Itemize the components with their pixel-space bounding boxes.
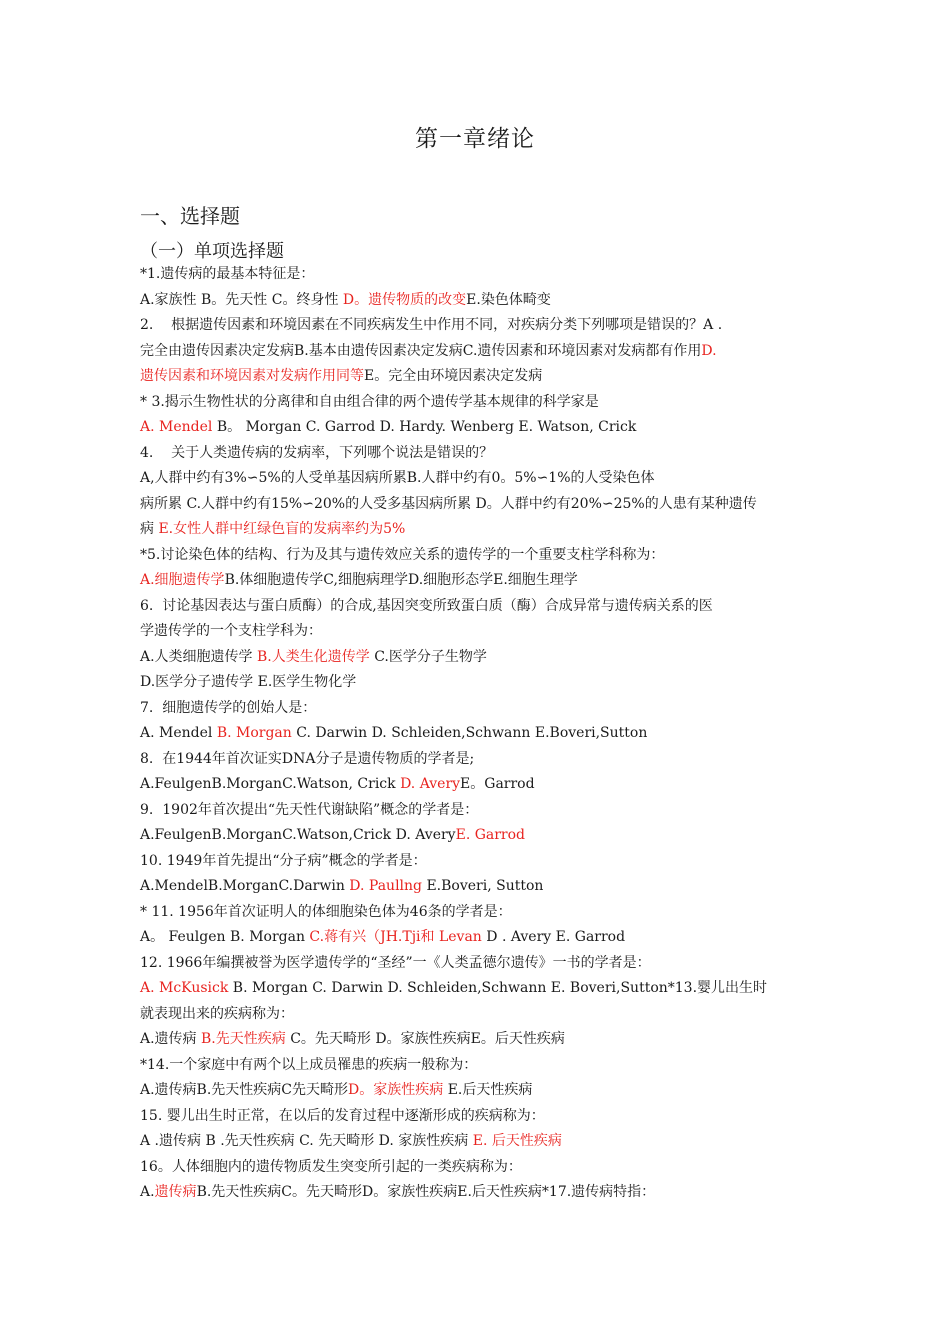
text-run: 完全由遗传因素决定发病B.基本由遗传因素决定发病C.遗传因素和环境因素对发病都有作用: [140, 342, 702, 359]
answer-highlight: D. Avery: [400, 776, 461, 792]
text-run: 6. 讨论基因表达与蛋白质酶）的合成,基因突变所致蛋白质（酶）合成异常与遗传病关系的医: [140, 597, 713, 614]
text-line: [140, 1002, 820, 1028]
text-run: A .遗传病 B .先天性疾病 C. 先天畸形 D. 家族性疾病: [140, 1133, 473, 1149]
text-line: [140, 339, 820, 365]
answer-highlight: E. 后天性疾病: [472, 1133, 562, 1149]
text-run: A.家族性 B。先天性 C。终身性: [140, 291, 343, 308]
text-run: D.医学分子遗传学 E.医学生物化学: [140, 674, 357, 690]
text-run: 9. 1902年首次提出“先天性代谢缺陷”概念的学者是：: [140, 801, 479, 818]
text-run: E.Boveri, Sutton: [422, 878, 544, 894]
answer-highlight: B.人类生化遗传学: [257, 648, 370, 665]
answer-highlight: D。遗传物质的改变: [342, 291, 467, 308]
answer-highlight: C.蒋有兴（JH.Tji和 Levan: [309, 929, 482, 945]
text-run: 就表现出来的疾病称为：: [140, 1005, 294, 1022]
text-line: [140, 466, 820, 492]
text-line: [140, 900, 820, 926]
text-run: C. Darwin D. Schleiden,Schwann E.Boveri,Sutton: [291, 725, 648, 741]
text-line: [140, 670, 820, 696]
text-line: [140, 390, 820, 416]
answer-highlight: D.: [701, 342, 717, 359]
text-run: 12. 1966年编撰被誉为医学遗传学的“圣经”一《人类孟德尔遗传》一书的学者是：: [140, 954, 651, 971]
text-line: [140, 696, 820, 722]
text-run: A.FeulgenB.MorganC.Watson, Crick: [140, 776, 401, 792]
text-line: [140, 1104, 820, 1130]
text-run: 4. 关于人类遗传病的发病率，下列哪个说法是错误的？: [140, 444, 494, 461]
text-run: A. Mendel: [140, 725, 217, 741]
text-run: * 3.揭示生物性状的分离律和自由组合律的两个遗传学基本规律的科学家是: [140, 393, 599, 410]
text-run: *1.遗传病的最基本特征是：: [140, 266, 315, 282]
text-line: [140, 262, 820, 288]
text-run: 病: [140, 521, 159, 537]
text-line: [140, 747, 820, 773]
text-run: * 11. 1956年首次证明人的体细胞染色体为46条的学者是：: [140, 903, 512, 920]
text-run: B。 Morgan C. Garrod D. Hardy. Wenberg E. Watson, Crick: [212, 419, 637, 435]
text-run: A.人类细胞遗传学: [140, 648, 258, 665]
text-run: A,人群中约有3%∽5%的人受单基因病所累B.人群中约有0。5%∽1%的人受染色体: [140, 470, 655, 486]
text-run: *5.讨论染色体的结构、行为及其与遗传效应关系的遗传学的一个重要支柱学科称为：: [140, 546, 665, 563]
subsection-heading: （一）单项选择题: [140, 241, 284, 262]
answer-highlight: E.女性人群中红绿色盲的发病率约为5%: [158, 521, 406, 537]
text-line: [140, 568, 820, 594]
text-line: [140, 1053, 820, 1079]
text-line: [140, 594, 820, 620]
text-run: A。 Feulgen B. Morgan: [140, 929, 310, 945]
text-run: *14.一个家庭中有两个以上成员罹患的疾病一般称为：: [140, 1056, 478, 1073]
text-run: A.MendelB.MorganC.Darwin: [140, 878, 350, 894]
answer-highlight: D. Paullng: [349, 878, 423, 894]
text-line: [140, 1129, 820, 1155]
text-run: E。完全由环境因素决定发病: [364, 368, 543, 384]
text-run: A.遗传病B.先天性疾病C先天畸形: [140, 1082, 349, 1098]
text-run: C.医学分子生物学: [369, 648, 487, 665]
text-line: [140, 925, 820, 951]
text-run: 2. 根据遗传因素和环境因素在不同疾病发生中作用不同，对疾病分类下列哪项是错误的？A .: [140, 317, 723, 333]
answer-highlight: E. Garrod: [455, 827, 526, 843]
chapter-title: 第一章绪论: [415, 126, 535, 152]
text-run: 8. 在1944年首次证实DNA分子是遗传物质的学者是;: [140, 750, 475, 767]
text-line: [140, 721, 820, 747]
text-line: [140, 976, 820, 1002]
text-run: A.遗传病: [140, 1031, 202, 1047]
answer-highlight: D。家族性疾病: [348, 1082, 444, 1098]
text-line: [140, 874, 820, 900]
question-list: [140, 262, 820, 1206]
text-run: 学遗传学的一个支柱学科为：: [140, 623, 322, 639]
text-run: C。先天畸形 D。家族性疾病E。后天性疾病: [285, 1031, 565, 1047]
answer-highlight: 遗传病: [154, 1184, 197, 1200]
text-line: [140, 1180, 820, 1206]
answer-highlight: A.细胞遗传学: [140, 572, 225, 588]
text-line: [140, 798, 820, 824]
text-run: A.FeulgenB.MorganC.Watson,Crick D. Avery: [140, 827, 456, 843]
text-line: [140, 415, 820, 441]
answer-highlight: B.先天性疾病: [201, 1031, 286, 1047]
text-run: A.: [140, 1184, 155, 1200]
text-line: [140, 517, 820, 543]
answer-highlight: 遗传因素和环境因素对发病作用同等: [140, 368, 364, 384]
text-line: [140, 364, 820, 390]
text-line: [140, 288, 820, 314]
text-line: [140, 823, 820, 849]
text-run: E.染色体畸变: [466, 291, 551, 308]
text-run: 7. 细胞遗传学的创始人是：: [140, 699, 317, 716]
text-line: [140, 951, 820, 977]
text-run: B. Morgan C. Darwin D. Schleiden,Schwann E. Boveri,Sutton*13.婴儿出生时: [228, 980, 768, 996]
text-line: [140, 619, 820, 645]
text-run: E.后天性疾病: [443, 1082, 533, 1098]
text-line: [140, 543, 820, 569]
text-line: [140, 772, 820, 798]
answer-highlight: B. Morgan: [216, 725, 292, 741]
text-line: [140, 1027, 820, 1053]
answer-highlight: A. McKusick: [140, 980, 229, 996]
text-line: [140, 441, 820, 467]
text-run: 16。人体细胞内的遗传物质发生突变所引起的一类疾病称为：: [140, 1158, 522, 1175]
text-line: [140, 492, 820, 518]
text-run: 病所累 C.人群中约有15%∽20%的人受多基因病所累 D。人群中约有20%∽25%的人患有某种遗传: [140, 495, 757, 512]
text-run: B.先天性疾病C。先天畸形D。家族性疾病E.后天性疾病*17.遗传病特指：: [196, 1184, 656, 1200]
text-run: E。Garrod: [460, 776, 535, 792]
text-line: [140, 1078, 820, 1104]
text-line: [140, 849, 820, 875]
text-run: 10. 1949年首先提出“分子病”概念的学者是：: [140, 852, 427, 869]
text-run: D . Avery E. Garrod: [481, 929, 626, 945]
text-line: [140, 645, 820, 671]
text-run: 15. 婴儿出生时正常，在以后的发育过程中逐渐形成的疾病称为：: [140, 1107, 545, 1124]
section-heading: 一、选择题: [140, 204, 240, 228]
text-run: B.体细胞遗传学C,细胞病理学D.细胞形态学E.细胞生理学: [224, 572, 578, 588]
text-line: [140, 313, 820, 339]
text-line: [140, 1155, 820, 1181]
answer-highlight: A. Mendel: [140, 419, 213, 435]
